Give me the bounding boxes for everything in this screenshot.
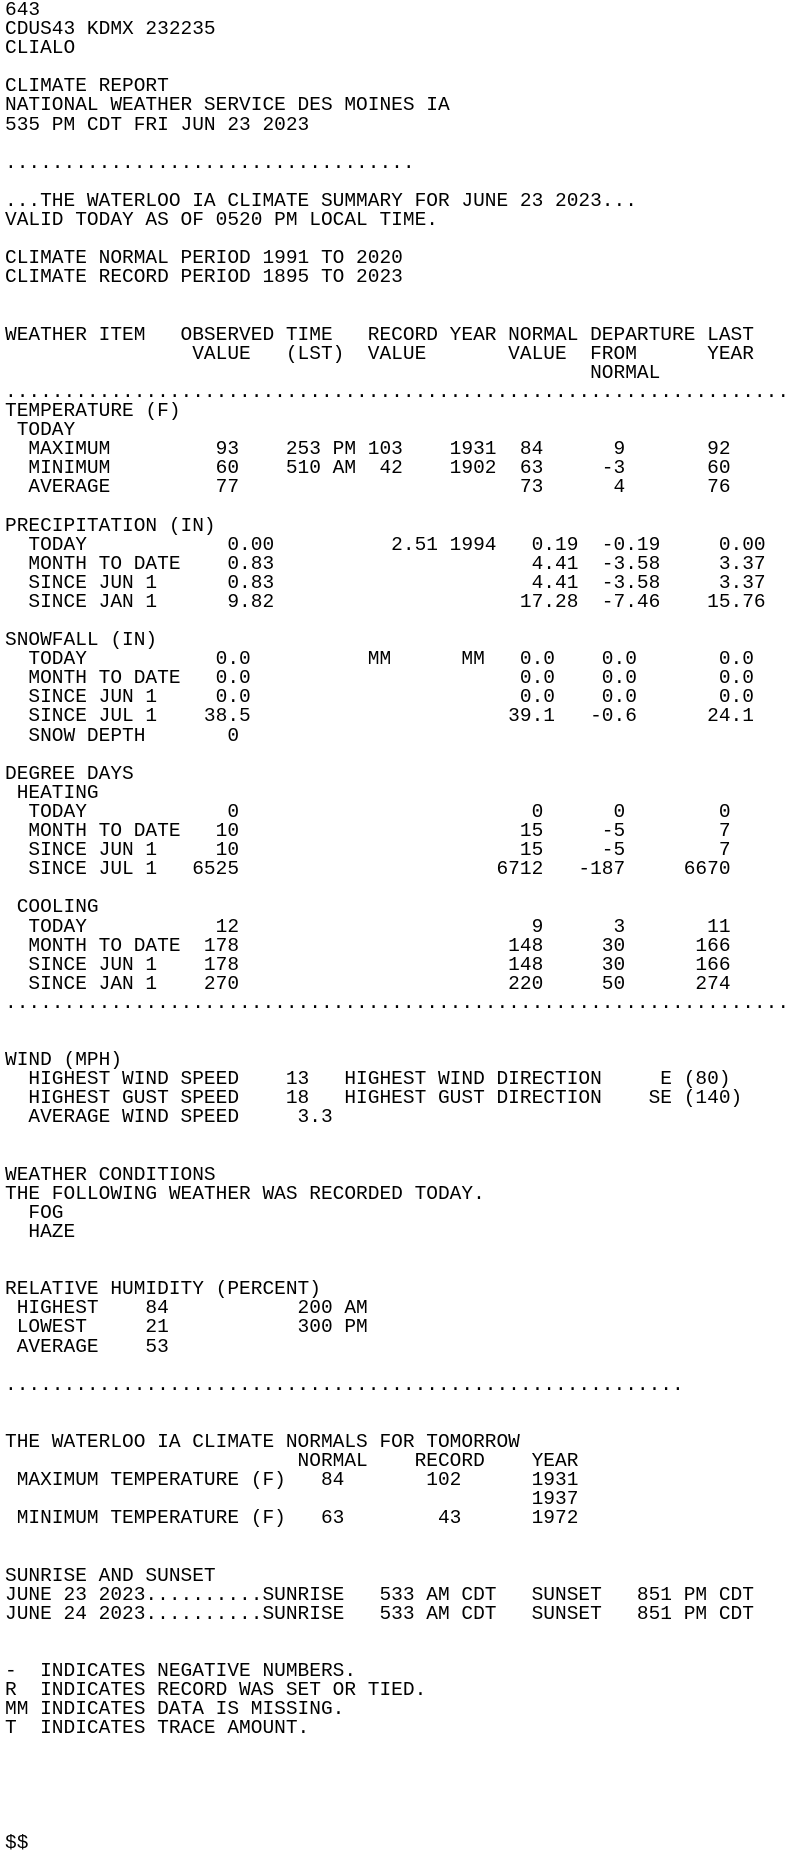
table-row: SINCE JUN 1 10 15 -5 7 xyxy=(5,839,731,862)
section-heading-precipitation: PRECIPITATION (IN) xyxy=(5,514,216,537)
table-row: TODAY xyxy=(5,419,76,442)
table-row: SINCE JAN 1 270 220 50 274 xyxy=(5,972,731,995)
table-row: LOWEST 21 300 PM xyxy=(5,1316,368,1339)
blank-line xyxy=(5,879,789,898)
legend-item: MM INDICATES DATA IS MISSING. xyxy=(5,1698,345,1721)
table-row: SINCE JAN 1 9.82 17.28 -7.46 15.76 xyxy=(5,590,766,613)
blank-line xyxy=(5,135,789,154)
dotted-divider: .......................................................... xyxy=(5,1373,684,1396)
section-heading-temperature: TEMPERATURE (F) xyxy=(5,399,181,422)
table-row: FOG xyxy=(5,1201,64,1224)
table-row: SNOW DEPTH 0 xyxy=(5,724,240,747)
table-row: MONTH TO DATE 10 15 -5 7 xyxy=(5,820,731,843)
summary-headline: ...THE WATERLOO IA CLIMATE SUMMARY FOR JUNE 23 2023... xyxy=(5,189,637,212)
blank-line xyxy=(5,1815,789,1834)
dotted-divider: ................................................................... xyxy=(5,991,790,1014)
product-sequence-number: 643 xyxy=(5,0,41,21)
blank-line xyxy=(5,1548,789,1567)
table-row: SINCE JUN 1 0.0 0.0 0.0 0.0 xyxy=(5,686,754,709)
report-title: CLIMATE REPORT xyxy=(5,75,169,98)
section-heading-relative-humidity: HIGHEST 84 200 AM xyxy=(5,1297,368,1320)
table-row: TODAY 0.00 2.51 1994 0.19 -0.19 0.00 xyxy=(5,533,766,556)
dotted-divider: ................................................................... xyxy=(5,380,790,403)
table-row: MINIMUM TEMPERATURE (F) 63 43 1972 xyxy=(5,1507,579,1530)
table-row: AVERAGE 53 xyxy=(5,1335,169,1358)
blank-line xyxy=(5,1624,789,1643)
climate-report-text xyxy=(5,1,789,1853)
blank-line xyxy=(5,1147,789,1166)
table-row: TODAY 0.0 MM MM 0.0 0.0 0.0 xyxy=(5,648,754,671)
legend-item: R INDICATES RECORD WAS SET OR TIED. xyxy=(5,1679,427,1702)
table-row: HIGHEST GUST SPEED 18 HIGHEST GUST DIRECTION SE (140) xyxy=(5,1087,743,1110)
blank-line xyxy=(5,1777,789,1796)
sunrise-sunset-row: JUNE 24 2023..........SUNRISE 533 AM CDT SUNSET 851 PM CDT xyxy=(5,1602,754,1625)
blank-line xyxy=(5,1032,789,1051)
table-row: MONTH TO DATE 0.83 4.41 -3.58 3.37 xyxy=(5,552,766,575)
section-heading-degree-days: DEGREE DAYS xyxy=(5,762,134,785)
section-heading-wind: HIGHEST WIND SPEED 13 HIGHEST WIND DIRECTION E (80) xyxy=(5,1068,731,1091)
table-row: SINCE JUN 1 178 148 30 166 xyxy=(5,953,731,976)
table-row: AVERAGE WIND SPEED 3.3 xyxy=(5,1106,333,1129)
weather-condition-item xyxy=(5,1242,789,1261)
dotted-divider: ................................... xyxy=(5,151,415,174)
section-heading-sunrise-sunset: SUNRISE AND SUNSET xyxy=(5,1564,216,1587)
table-row: MAXIMUM 93 253 PM 103 1931 84 9 92 xyxy=(5,438,731,461)
table-row: WEATHER CONDITIONS xyxy=(5,1163,216,1186)
product-footer: $$ xyxy=(5,1832,29,1854)
wmo-header: CDUS43 KDMX 232235 xyxy=(5,18,216,41)
table-row: WIND (MPH) xyxy=(5,1049,123,1072)
table-header-row: WEATHER ITEM OBSERVED TIME RECORD YEAR NORMAL DEPARTURE LAST xyxy=(5,323,754,346)
weather-condition-item: HAZE xyxy=(5,1221,76,1243)
table-header-row: NORMAL xyxy=(5,361,661,384)
legend-item: - INDICATES NEGATIVE NUMBERS. xyxy=(5,1660,357,1683)
issue-time: 535 PM CDT FRI JUN 23 2023 xyxy=(5,113,310,136)
table-row: SINCE JUL 1 38.5 39.1 -0.6 24.1 xyxy=(5,705,754,728)
normals-table-header: NORMAL RECORD YEAR xyxy=(5,1450,579,1473)
table-row: MONTH TO DATE 178 148 30 166 xyxy=(5,934,731,957)
table-row: 1937 xyxy=(5,1488,579,1511)
blank-line xyxy=(5,497,789,516)
table-row: TODAY 0 0 0 0 xyxy=(5,800,731,823)
table-row: TODAY 12 9 3 11 xyxy=(5,915,731,938)
blank-line xyxy=(5,1739,789,1758)
issuing-office: NATIONAL WEATHER SERVICE DES MOINES IA xyxy=(5,94,450,117)
blank-line xyxy=(5,1796,789,1815)
table-row: COOLING xyxy=(5,896,99,919)
blank-line xyxy=(5,1529,789,1548)
section-heading-normals-tomorrow: THE WATERLOO IA CLIMATE NORMALS FOR TOMORROW xyxy=(5,1431,520,1454)
blank-line xyxy=(5,1013,789,1032)
blank-line xyxy=(5,1357,789,1376)
table-header-row: VALUE (LST) VALUE VALUE FROM YEAR xyxy=(5,342,754,365)
blank-line xyxy=(5,307,789,326)
valid-time: VALID TODAY AS OF 0520 PM LOCAL TIME. xyxy=(5,209,438,232)
section-heading-weather-conditions: THE FOLLOWING WEATHER WAS RECORDED TODAY. xyxy=(5,1182,485,1205)
table-row: MINIMUM 60 510 AM 42 1902 63 -3 60 xyxy=(5,457,731,480)
blank-line xyxy=(5,1395,789,1414)
table-row: SINCE JUL 1 6525 6712 -187 6670 xyxy=(5,858,731,881)
table-row: SINCE JUN 1 0.83 4.41 -3.58 3.37 xyxy=(5,571,766,594)
record-period: CLIMATE RECORD PERIOD 1895 TO 2023 xyxy=(5,266,403,289)
awips-id: CLIALO xyxy=(5,37,76,60)
blank-line xyxy=(5,1758,789,1777)
legend-item: T INDICATES TRACE AMOUNT. xyxy=(5,1717,310,1740)
blank-line xyxy=(5,746,789,765)
normal-period: CLIMATE NORMAL PERIOD 1991 TO 2020 xyxy=(5,247,403,270)
table-row: MONTH TO DATE 0.0 0.0 0.0 0.0 xyxy=(5,667,754,690)
table-row: HEATING xyxy=(5,781,99,804)
table-row: AVERAGE 77 73 4 76 xyxy=(5,476,731,499)
blank-line xyxy=(5,1128,789,1147)
table-row: MAXIMUM TEMPERATURE (F) 84 102 1931 xyxy=(5,1469,579,1492)
section-heading-snowfall: SNOWFALL (IN) xyxy=(5,629,158,652)
table-row: RELATIVE HUMIDITY (PERCENT) xyxy=(5,1278,321,1301)
blank-line xyxy=(5,287,789,306)
sunrise-sunset-row: JUNE 23 2023..........SUNRISE 533 AM CDT SUNSET 851 PM CDT xyxy=(5,1583,754,1606)
